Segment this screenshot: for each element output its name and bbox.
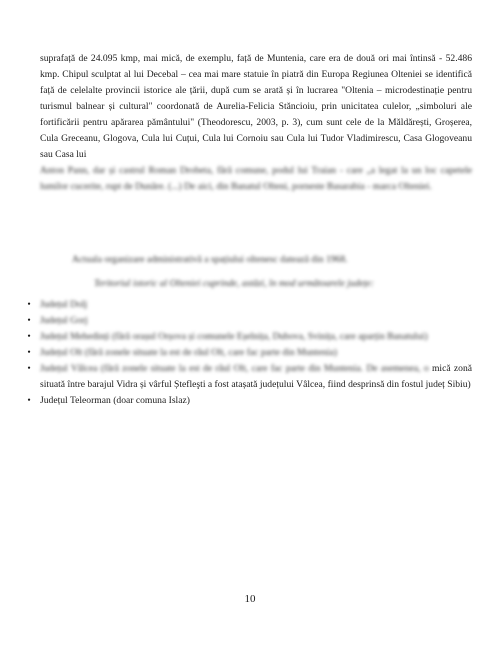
list-item [24,393,472,409]
list-item [24,345,472,361]
list-item-text-blurred: Județul Vâlcea (fără zonele situate la est de râul Olt, care fac parte din Muntenia. De asemenea, o [40,363,429,374]
paragraph-administrative-organization: Actuala organizare administrativă a spațiului oltenesc datează din 1968. [72,254,348,265]
list-item-text: Județul Dolj [40,299,88,310]
paragraph-clear-text: suprafață de 24.095 kmp, mai mică, de exemplu, față de Muntenia, care era de două ori mai întinsă - 52.486 kmp. Chipul sculptat al lui Decebal – cea mai mare statuie în piatră din Europa Regiunea Olteniei se identifică față de celelalte provincii istorice ale țării, după cum se arată și în lucrarea "Oltenia – microdestinație pentru turismul balnear și cultural" coordonată de Aurelia-Felicia Stăncioiu, prin unicitatea culelor, „simboluri ale fortificării pentru apărarea pământului" (Theodorescu, 2003, p. 3), cum sunt cele de la Măldărești, Groșerea, Cula Greceanu, Glogova, Cula lui Cuțui, Cula lui Cornoiu sau Cula lui Tudor Vladimirescu, Casa Glogoveanu sau Casa lui [40,53,472,160]
bullet-icon: • [27,299,31,310]
bullet-icon: • [27,347,31,358]
bullet-icon: • [27,363,31,374]
counties-list [24,297,472,409]
bullet-icon: • [27,331,31,342]
list-item-text-clear: mică zonă situată între barajul Vidra și vârful Ștefleşti a fost atașată județului Vâlcea, fiind desprinsă din fostul județ Sibiu) [40,363,472,390]
page-number: 10 [244,593,256,605]
list-item-text: Județul Teleorman (doar comuna Islaz) [40,395,190,406]
list-item-text: Județul Gorj [40,315,88,326]
list-item-text: Județul Mehedinți (fără orașul Orșova și comunele Eșelnița, Dubova, Svinița, care aparțin Banatului) [40,331,428,342]
paragraph-oltenia-description [40,51,472,195]
bullet-icon: • [27,395,31,406]
list-item-text: Județul Olt (fără zonele situate la est de râul Olt, care fac parte din Muntenia) [40,347,338,358]
list-item-text [40,361,472,393]
list-item [24,313,472,329]
bullet-icon: • [27,315,31,326]
paragraph-blurred-text: Anton Pann, dar și castrul Roman Drobeta, fără comune, podul lui Traian - care „a legat la un loc capetele lumilor cucerite, rupt de Dunăre. (...) De aici, din Banatul Olteni, porneste Basarabia - marca Olteniei. [40,165,472,192]
list-item [24,329,472,345]
list-item [24,297,472,313]
list-item [24,361,472,393]
paragraph-historical-territory-heading: Teritoriul istoric al Olteniei cuprinde, astăzi, în mod următoarele județe: [94,278,374,289]
